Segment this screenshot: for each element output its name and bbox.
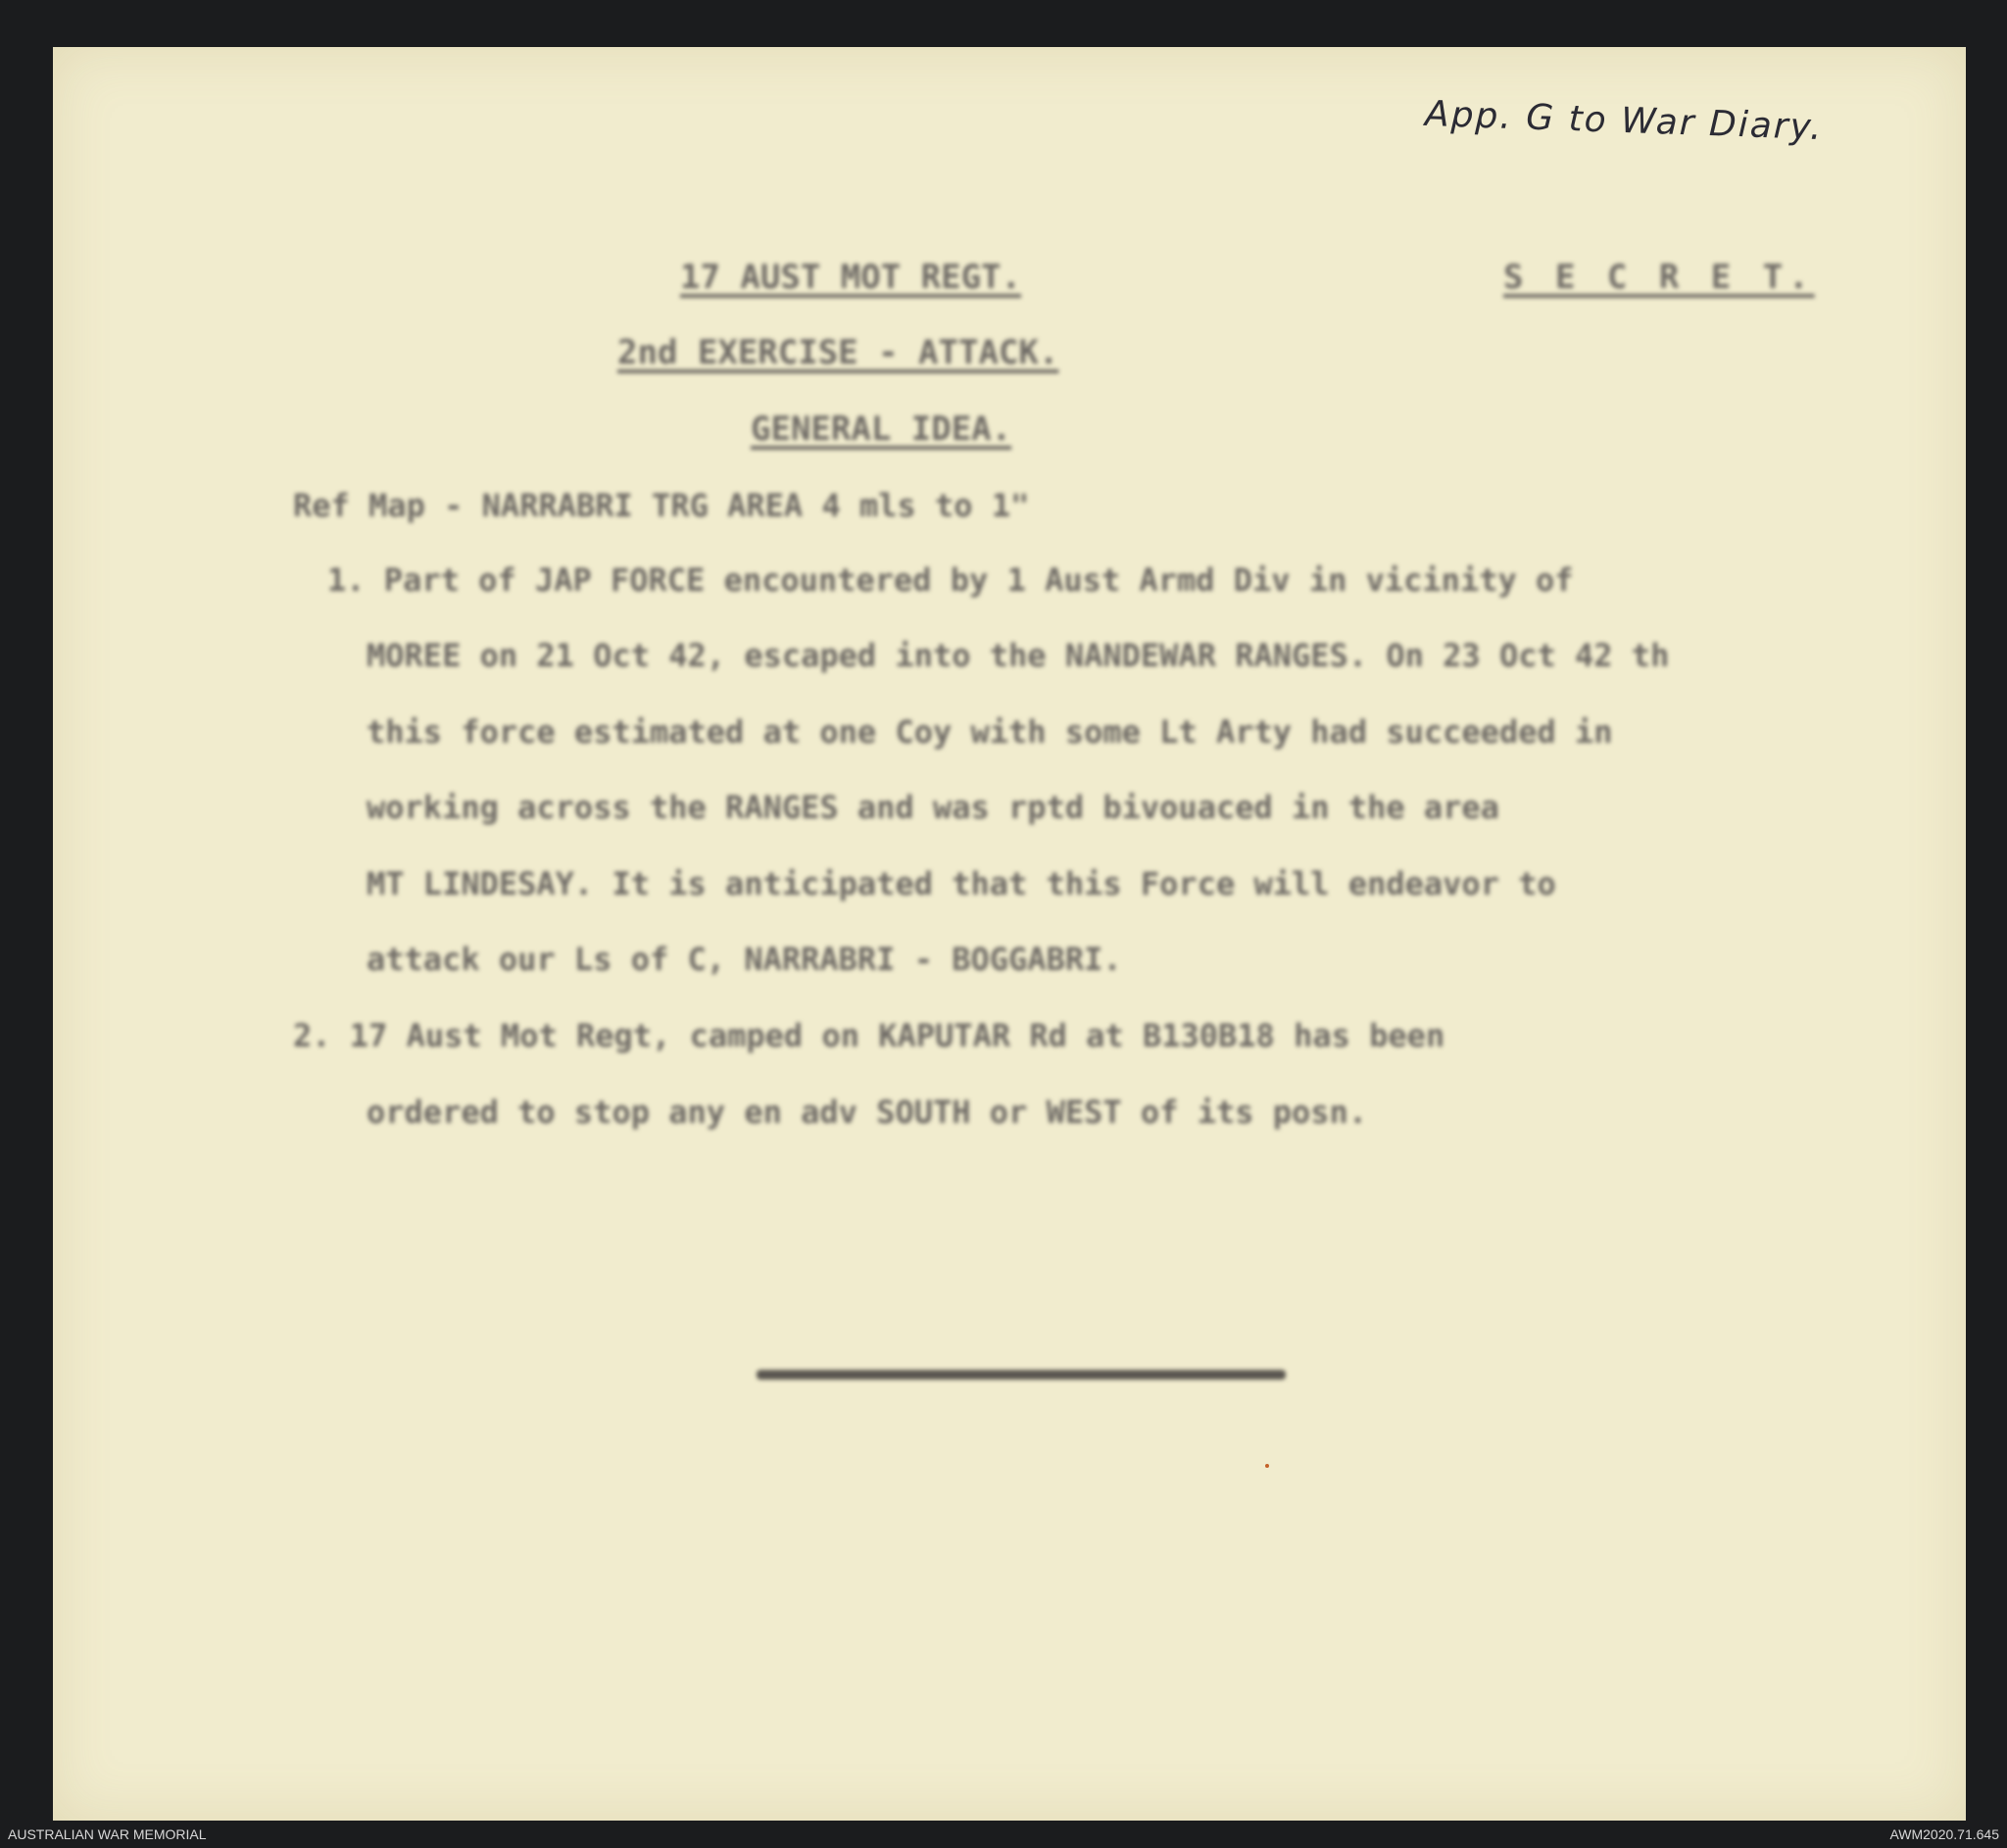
paper-stain — [1265, 1464, 1269, 1468]
archive-credit: AUSTRALIAN WAR MEMORIAL — [8, 1826, 207, 1842]
paragraph-line: MT LINDESAY. It is anticipated that this Force will endeavor to — [367, 865, 1556, 902]
closing-rule — [757, 1370, 1286, 1380]
unit-heading: 17 AUST MOT REGT. — [680, 258, 1021, 297]
classification-heading: S E C R E T. — [1503, 258, 1815, 297]
document-page — [53, 47, 1966, 1821]
paragraph-line: 1. Part of JAP FORCE encountered by 1 Aust Armd Div in vicinity of — [327, 561, 1574, 599]
paragraph-line: attack our Ls of C, NARRABRI - BOGGABRI. — [367, 941, 1122, 978]
exercise-heading: 2nd EXERCISE - ATTACK. — [617, 333, 1059, 372]
reference-map-line: Ref Map - NARRABRI TRG AREA 4 mls to 1" — [293, 487, 1030, 524]
paragraph-line: working across the RANGES and was rptd bivouaced in the area — [367, 789, 1499, 826]
paragraph-line: ordered to stop any en adv SOUTH or WEST of its posn. — [367, 1094, 1368, 1131]
paragraph-line: 2. 17 Aust Mot Regt, camped on KAPUTAR Rd at B130B18 has been — [293, 1017, 1445, 1054]
handwritten-annotation: App. G to War Diary. — [1424, 93, 1825, 149]
paragraph-line: this force estimated at one Coy with some Lt Arty had succeeded in — [367, 713, 1613, 751]
section-heading: GENERAL IDEA. — [751, 410, 1012, 449]
paragraph-line: MOREE on 21 Oct 42, escaped into the NANDEWAR RANGES. On 23 Oct 42 th — [367, 637, 1670, 674]
archive-reference: AWM2020.71.645 — [1889, 1826, 1999, 1842]
